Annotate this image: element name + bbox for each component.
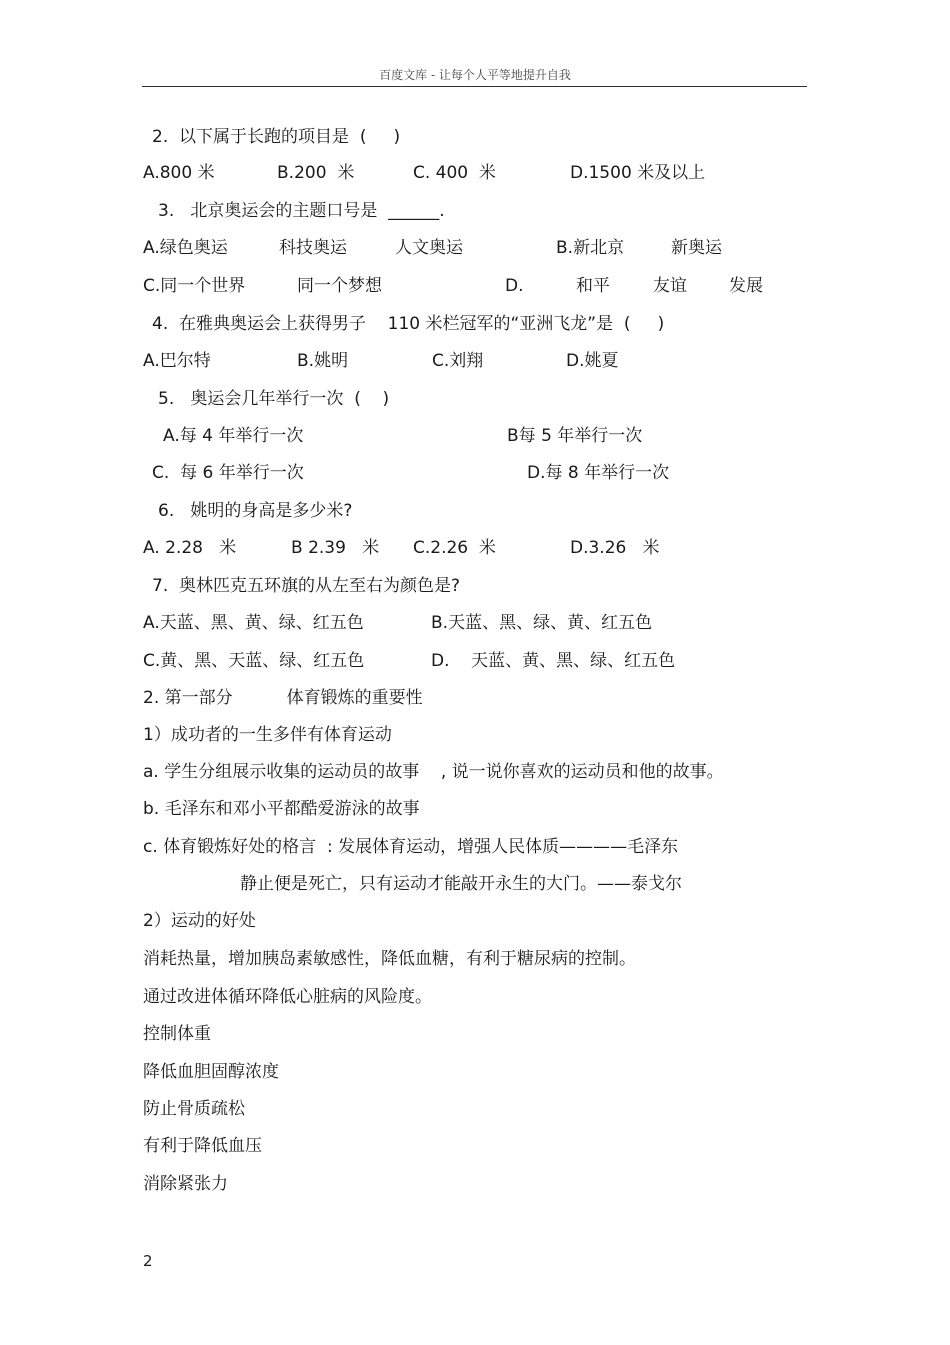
question-3-option-d-1: 和平 (576, 276, 610, 296)
question-7-option-c: C.黄、黑、天蓝、绿、红五色 (143, 651, 365, 671)
section-subheading-1: 1）成功者的一生多伴有体育运动 (143, 725, 392, 745)
question-6-option-a: A. 2.28 米 (143, 538, 237, 558)
question-2-option-b: B.200 米 (277, 163, 355, 183)
question-3-stem: 3. 北京奥运会的主题口号是 ______. (158, 201, 445, 221)
benefit-item: 消耗热量，增加胰岛素敏感性，降低血糖，有利于糖尿病的控制。 (143, 949, 636, 969)
question-6-stem: 6. 姚明的身高是多少米? (158, 501, 353, 521)
section-item-a: a. 学生分组展示收集的运动员的故事 , 说一说你喜欢的运动员和他的故事。 (143, 762, 724, 782)
question-5-option-a: A.每 4 年举行一次 (163, 426, 304, 446)
question-3-option-d-3: 发展 (729, 276, 763, 296)
header-rule (142, 86, 807, 87)
section-item-c-quote: 静止便是死亡，只有运动才能敲开永生的大门。——泰戈尔 (240, 874, 682, 894)
question-2-option-c: C. 400 米 (413, 163, 496, 183)
question-5-option-d: D.每 8 年举行一次 (527, 463, 670, 483)
page-number: 2 (143, 1252, 153, 1270)
question-2-option-d: D.1500 米及以上 (570, 163, 706, 183)
benefit-item: 有利于降低血压 (143, 1136, 262, 1156)
question-4-option-b: B.姚明 (297, 351, 349, 371)
question-4-option-c: C.刘翔 (432, 351, 484, 371)
benefit-item: 防止骨质疏松 (143, 1099, 245, 1119)
question-4-option-d: D.姚夏 (566, 351, 619, 371)
question-3-option-c-2: 同一个梦想 (297, 276, 382, 296)
question-3-option-a-2: 科技奥运 (279, 238, 347, 258)
question-3-option-b-2: 新奥运 (671, 238, 722, 258)
question-5-option-c: C. 每 6 年举行一次 (152, 463, 304, 483)
question-3-option-d-label: D. (505, 276, 524, 296)
question-6-option-b: B 2.39 米 (291, 538, 380, 558)
question-3-option-c-1: C.同一个世界 (143, 276, 246, 296)
question-6-option-c: C.2.26 米 (413, 538, 496, 558)
question-7-option-b: B.天蓝、黑、绿、黄、红五色 (431, 613, 653, 633)
page-header: 百度文库 - 让每个人平等地提升自我 (379, 68, 571, 82)
question-3-option-b-1: B.新北京 (556, 238, 625, 258)
benefit-item: 消除紧张力 (143, 1174, 228, 1194)
benefit-item: 通过改进体循环降低心脏病的风险度。 (143, 987, 432, 1007)
question-5-stem: 5. 奥运会几年举行一次 ( ) (158, 389, 390, 409)
question-2-stem: 2. 以下属于长跑的项目是 ( ) (152, 127, 401, 147)
question-3-option-d-2: 友谊 (653, 276, 687, 296)
question-2-option-a: A.800 米 (143, 163, 215, 183)
benefit-item: 控制体重 (143, 1024, 211, 1044)
section-item-b: b. 毛泽东和邓小平都酷爱游泳的故事 (143, 799, 420, 819)
question-4-option-a: A.巴尔特 (143, 351, 211, 371)
section-item-c: c. 体育锻炼好处的格言 : 发展体育运动，增强人民体质————毛泽东 (143, 837, 679, 857)
question-7-stem: 7. 奥林匹克五环旗的从左至右为颜色是? (152, 576, 461, 596)
question-7-option-d: D. 天蓝、黄、黑、绿、红五色 (431, 651, 676, 671)
question-4-stem: 4. 在雅典奥运会上获得男子 110 米栏冠军的“亚洲飞龙”是 ( ) (152, 314, 665, 334)
section-title: 2. 第一部分 体育锻炼的重要性 (143, 688, 423, 708)
question-3-option-a-3: 人文奥运 (395, 238, 463, 258)
question-7-option-a: A.天蓝、黑、黄、绿、红五色 (143, 613, 364, 633)
question-6-option-d: D.3.26 米 (570, 538, 660, 558)
question-3-option-a-1: A.绿色奥运 (143, 238, 228, 258)
section-subheading-2: 2）运动的好处 (143, 911, 256, 931)
question-5-option-b: B每 5 年举行一次 (507, 426, 643, 446)
benefit-item: 降低血胆固醇浓度 (143, 1062, 279, 1082)
